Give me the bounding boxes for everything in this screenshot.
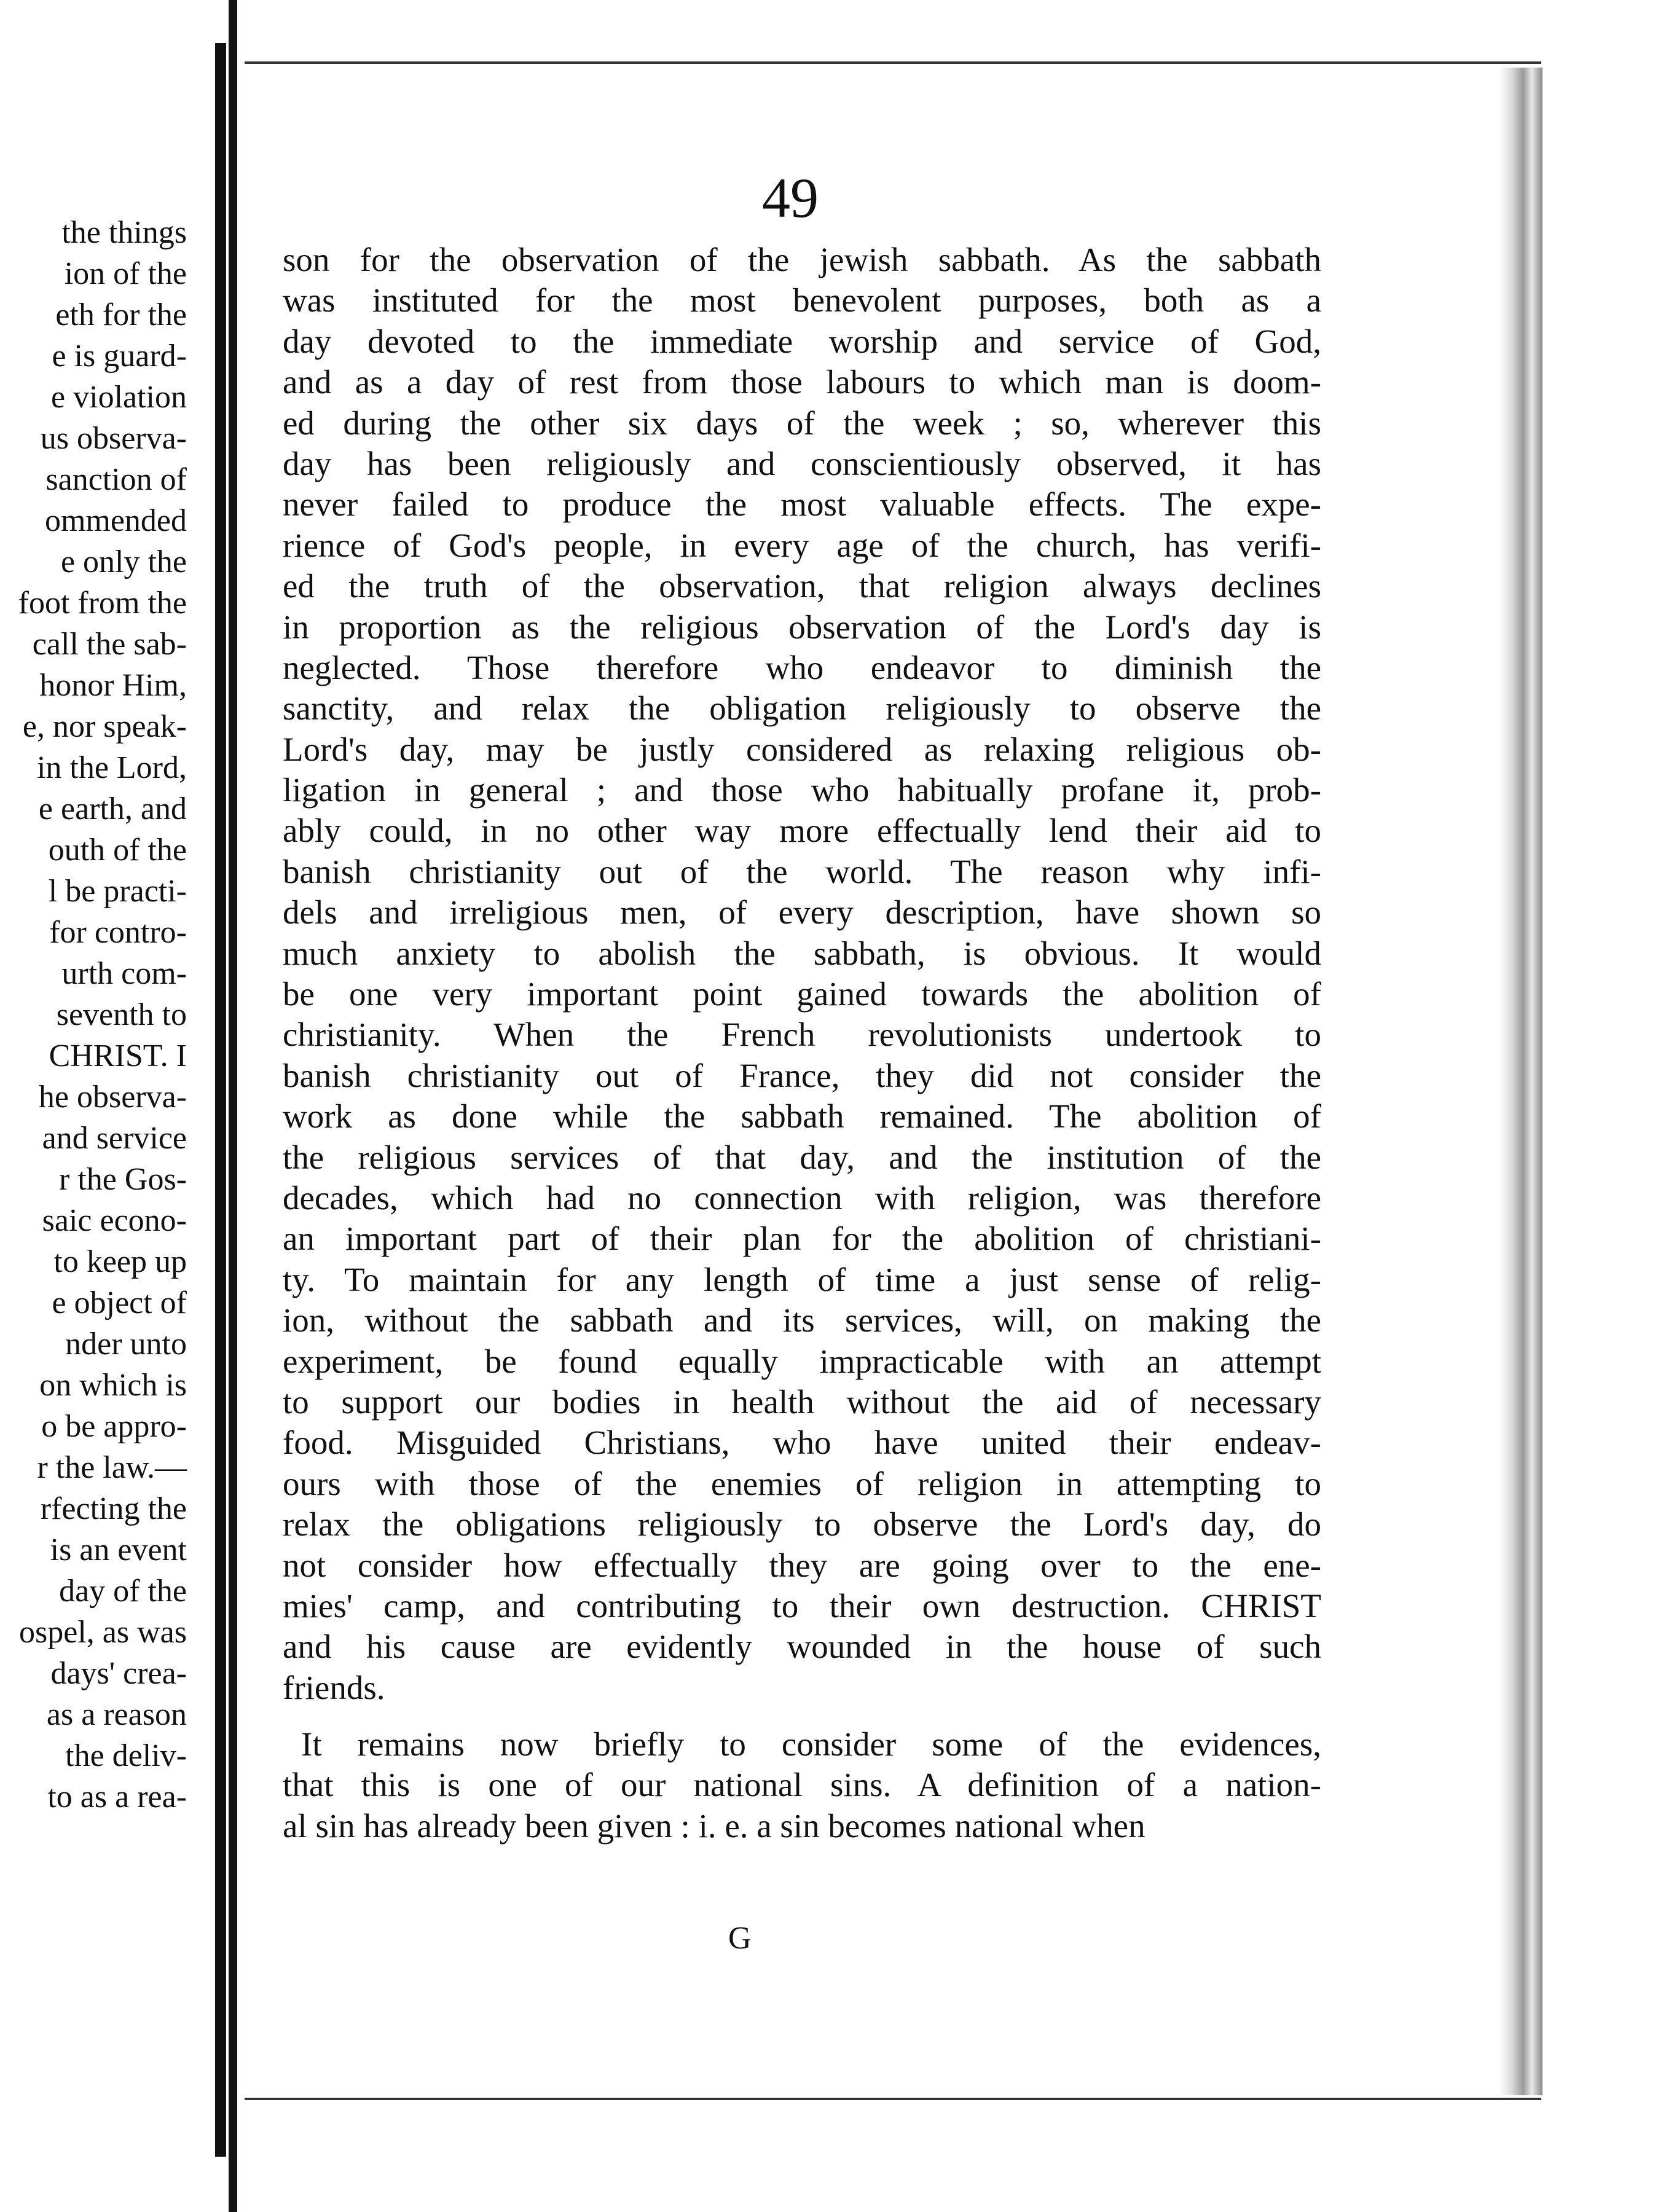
text-line: dels and irreligious men, of every description, have shown so: [283, 893, 1321, 931]
text-line: in proportion as the religious observation of the Lord's day is: [283, 608, 1321, 646]
left-text-line: nder unto: [65, 1327, 187, 1362]
left-text-line: o be appro-: [41, 1409, 187, 1444]
text-line: day has been religiously and conscientiously observed, it has: [283, 444, 1321, 482]
left-text-line: and service: [42, 1121, 187, 1156]
text-line: banish christianity out of France, they did not consider the: [283, 1056, 1321, 1094]
left-text-line: l be practi-: [48, 874, 187, 909]
left-text-line: ospel, as was: [19, 1615, 187, 1650]
text-line: an important part of their plan for the abolition of christiani-: [283, 1220, 1321, 1258]
left-text-line: is an event: [50, 1532, 187, 1567]
left-text-line: day of the: [59, 1574, 187, 1609]
text-line: much anxiety to abolish the sabbath, is obvious. It would: [283, 934, 1321, 972]
right-page-edge: [1499, 68, 1542, 2095]
text-line: banish christianity out of the world. The reason why infi-: [283, 852, 1321, 890]
paragraph-gap: [283, 1708, 1321, 1724]
text-line: relax the obligations religiously to observe the Lord's day, do: [283, 1505, 1321, 1543]
text-line: ligation in general ; and those who habitually profane it, prob-: [283, 771, 1321, 809]
text-line: and as a day of rest from those labours to which man is doom-: [283, 363, 1321, 401]
left-text-line: in the Lord,: [36, 750, 187, 785]
text-line: and his cause are evidently wounded in the house of such: [283, 1628, 1321, 1666]
left-text-line: eth for the: [55, 297, 187, 332]
left-text-line: e earth, and: [38, 791, 187, 826]
left-text-line: e violation: [51, 380, 187, 415]
text-line: christianity. When the French revolutionists undertook to: [283, 1016, 1321, 1054]
left-text-line: e object of: [52, 1285, 187, 1320]
left-text-line: the deliv-: [65, 1738, 187, 1773]
left-text-line: e is guard-: [52, 339, 187, 374]
left-text-line: rfecting the: [40, 1491, 187, 1526]
text-line: rience of God's people, in every age of the church, has verifi-: [283, 526, 1321, 564]
text-line: mies' camp, and contributing to their own destruction. CHRIST: [283, 1586, 1321, 1625]
left-text-line: on which is: [39, 1368, 187, 1403]
text-line: neglected. Those therefore who endeavor to diminish the: [283, 648, 1321, 686]
page-number: 49: [762, 167, 819, 229]
left-text-line: for contro-: [49, 915, 187, 950]
left-text-line: outh of the: [48, 833, 187, 868]
text-line: be one very important point gained towards the abolition of: [283, 975, 1321, 1013]
text-line: It remains now briefly to consider some of the evidences,: [301, 1725, 1321, 1763]
left-text-line: ion of the: [64, 256, 187, 291]
text-line: ed the truth of the observation, that religion always declines: [283, 567, 1321, 605]
left-page-fragment: [0, 0, 234, 2212]
left-text-line: foot from the: [18, 586, 187, 621]
left-text-line: days' crea-: [50, 1656, 187, 1691]
text-line: that this is one of our national sins. A definition of a nation-: [283, 1766, 1321, 1804]
left-text-line: saic econo-: [42, 1203, 187, 1238]
left-text-line: to keep up: [53, 1244, 187, 1279]
body-text: [283, 240, 1321, 1846]
text-line: Lord's day, may be justly considered as relaxing religious ob-: [283, 730, 1321, 768]
left-text-line: e, nor speak-: [22, 709, 187, 744]
left-text-line: seventh to: [56, 997, 187, 1032]
left-page-text: [0, 212, 187, 1818]
left-text-line: sanction of: [45, 462, 187, 497]
text-line: day devoted to the immediate worship and service of God,: [283, 322, 1321, 360]
text-line: ed during the other six days of the week ; so, wherever this: [283, 404, 1321, 442]
signature-mark: G: [728, 1921, 752, 1956]
text-line: never failed to produce the most valuable effects. The expe-: [283, 485, 1321, 524]
left-text-line: r the Gos-: [59, 1162, 187, 1197]
left-text-line: honor Him,: [39, 668, 187, 703]
text-line: friends.: [283, 1668, 385, 1706]
left-text-line: ommended: [44, 503, 187, 538]
left-text-line: to as a rea-: [47, 1779, 187, 1814]
text-line: al sin has already been given : i. e. a sin becomes national when: [283, 1806, 1145, 1845]
left-text-line: call the sab-: [32, 627, 187, 662]
text-line: ably could, in no other way more effectually lend their aid to: [283, 812, 1321, 850]
binding-line: [229, 0, 237, 2212]
left-text-line: e only the: [60, 544, 187, 579]
text-line: food. Misguided Christians, who have united their endeav-: [283, 1424, 1321, 1462]
text-line: ty. To maintain for any length of time a just sense of relig-: [283, 1260, 1321, 1298]
text-line: the religious services of that day, and the institution of the: [283, 1138, 1321, 1176]
left-page-border: [215, 43, 226, 2157]
text-line: was instituted for the most benevolent purposes, both as a: [283, 281, 1321, 320]
left-text-line: urth com-: [61, 956, 187, 991]
text-line: work as done while the sabbath remained. The abolition of: [283, 1097, 1321, 1135]
left-text-line: r the law.—: [37, 1450, 187, 1485]
text-line: sanctity, and relax the obligation religiously to observe the: [283, 689, 1321, 728]
left-text-line: he observa-: [38, 1080, 187, 1115]
text-line: ion, without the sabbath and its services, will, on making the: [283, 1301, 1321, 1339]
text-line: decades, which had no connection with religion, was therefore: [283, 1179, 1321, 1217]
text-line: son for the observation of the jewish sabbath. As the sabbath: [283, 241, 1321, 278]
text-line: to support our bodies in health without the aid of necessary: [283, 1382, 1321, 1421]
text-line: experiment, be found equally impracticable with an attempt: [283, 1342, 1321, 1380]
left-text-line: us observa-: [40, 421, 187, 456]
text-line: not consider how effectually they are going over to the ene-: [283, 1546, 1321, 1584]
left-text-line: CHRIST. I: [49, 1038, 187, 1073]
left-text-line: the things: [61, 215, 187, 250]
left-text-line: as a reason: [46, 1697, 187, 1732]
text-line: ours with those of the enemies of religion in attempting to: [283, 1464, 1321, 1502]
